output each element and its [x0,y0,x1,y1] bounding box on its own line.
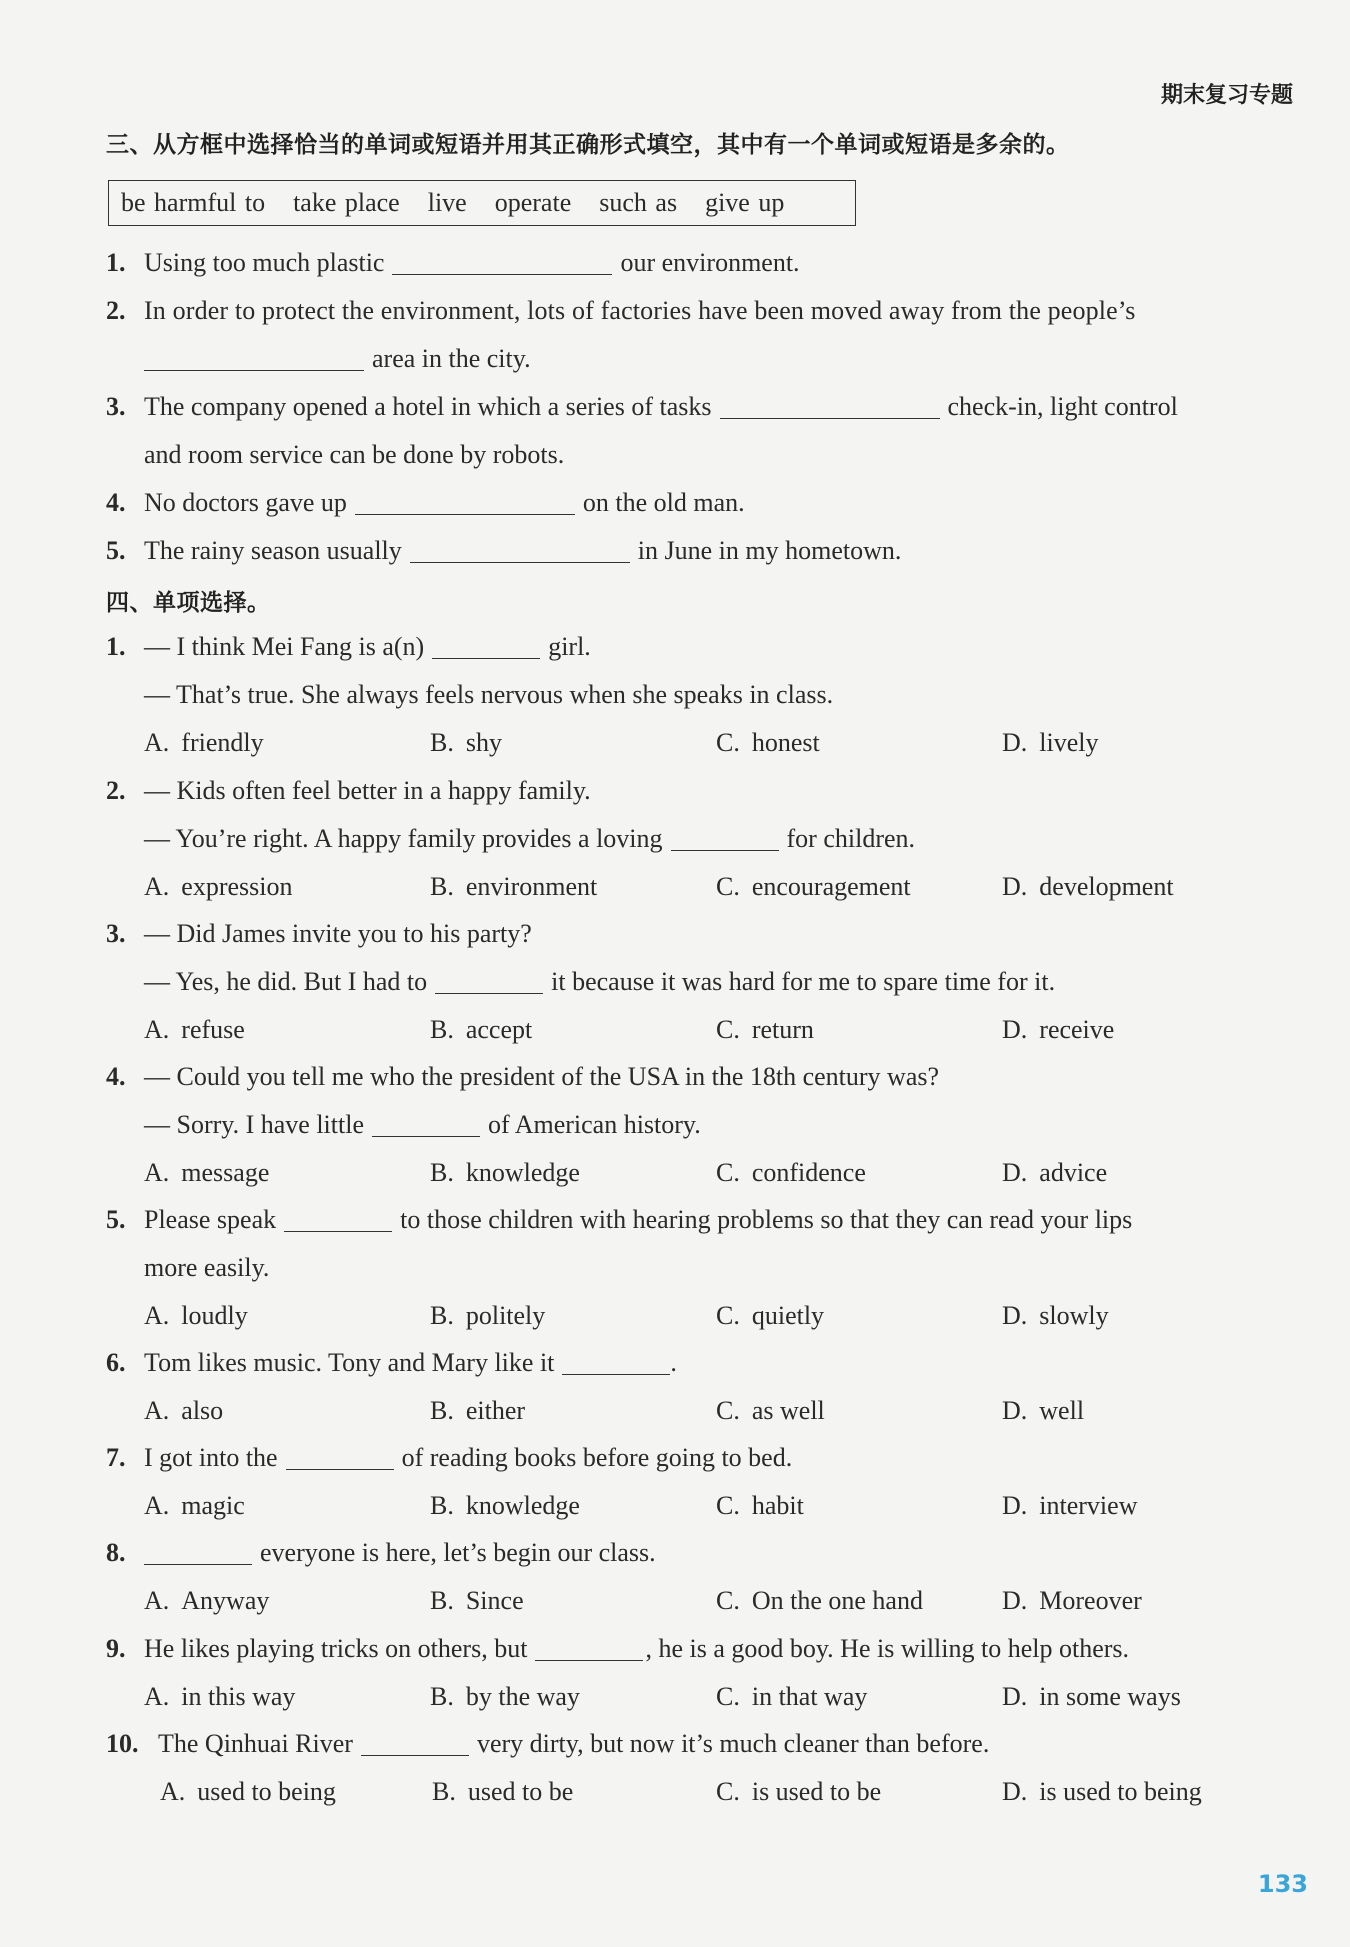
question-text: The Qinhuai River [158,1729,353,1758]
answer-blank[interactable] [355,488,575,515]
word-box-item: take place [293,188,400,217]
question-text: He likes playing tricks on others, but [144,1634,528,1663]
question-text: — I think Mei Fang is a(n) [144,632,425,661]
option-c[interactable]: C. quietly [716,1301,825,1330]
question-text: in June in my hometown. [637,536,902,565]
question-text: — That’s true. She always feels nervous when she speaks in class. [144,680,834,709]
answer-blank[interactable] [392,248,612,275]
s3-question-2 [106,294,1293,328]
question-text: Using too much plastic [144,248,385,277]
option-a[interactable]: A. also [144,1396,224,1425]
question-text: everyone is here, let’s begin our class. [260,1538,656,1567]
question-number: 6. [106,1348,126,1377]
answer-blank[interactable] [535,1634,643,1661]
question-text: it because it was hard for me to spare time for it. [551,967,1056,996]
option-a[interactable]: A. friendly [144,728,264,757]
answer-blank[interactable] [562,1348,670,1375]
option-b[interactable]: B. knowledge [430,1491,580,1520]
option-b[interactable]: B. Since [430,1586,524,1615]
option-a[interactable]: A. loudly [144,1301,248,1330]
question-number: 3. [106,392,126,421]
s4-question-1-cont [106,678,1293,712]
question-text: The rainy season usually [144,536,402,565]
answer-blank[interactable] [720,392,940,419]
question-text: — Did James invite you to his party? [144,919,532,948]
s4-question-9 [106,1632,1293,1666]
s4-question-2 [106,774,1293,808]
option-d[interactable]: D. is used to being [1002,1777,1202,1806]
question-text: The company opened a hotel in which a series of tasks [144,392,712,421]
question-text: — You’re right. A happy family provides a loving [144,824,663,853]
answer-blank[interactable] [361,1729,469,1756]
answer-blank[interactable] [671,824,779,851]
option-c[interactable]: C. encouragement [716,872,911,901]
option-d[interactable]: D. receive [1002,1015,1115,1044]
option-b[interactable]: B. knowledge [430,1158,580,1187]
s4-question-4-cont [106,1108,1293,1142]
question-text: Please speak [144,1205,277,1234]
option-a[interactable]: A. used to being [160,1777,336,1806]
s4-question-2-cont [106,822,1293,856]
question-number: 8. [106,1538,126,1567]
s4-question-8 [106,1536,1293,1570]
answer-blank[interactable] [286,1443,394,1470]
option-c[interactable]: C. confidence [716,1158,866,1187]
question-number: 5. [106,1205,126,1234]
word-box-item: operate [494,188,572,217]
word-box-item: live [427,188,467,217]
word-box-item: be harmful to [121,188,266,217]
option-a[interactable]: A. Anyway [144,1586,270,1615]
section3-title: 三、从方框中选择恰当的单词或短语并用其正确形式填空，其中有一个单词或短语是多余的。 [106,132,1070,158]
s3-question-3 [106,390,1293,424]
answer-blank[interactable] [432,632,540,659]
answer-blank[interactable] [372,1110,480,1137]
option-c[interactable]: C. is used to be [716,1777,882,1806]
question-text: — Yes, he did. But I had to [144,967,428,996]
question-text: more easily. [144,1253,270,1282]
option-b[interactable]: B. by the way [430,1682,580,1711]
option-d[interactable]: D. Moreover [1002,1586,1142,1615]
question-text: — Sorry. I have little [144,1110,364,1139]
s3-question-5 [106,534,1293,568]
question-text: — Kids often feel better in a happy family. [144,776,591,805]
question-text: , he is a good boy. He is willing to help others. [645,1634,1130,1663]
question-number: 4. [106,488,126,517]
option-d[interactable]: D. slowly [1002,1301,1109,1330]
section4-title: 四、单项选择。 [106,590,271,616]
option-d[interactable]: D. interview [1002,1491,1138,1520]
option-b[interactable]: B. shy [430,728,502,757]
option-a[interactable]: A. in this way [144,1682,296,1711]
question-text: No doctors gave up [144,488,347,517]
question-text: for children. [786,824,916,853]
s4-question-7 [106,1441,1293,1475]
question-text: Tom likes music. Tony and Mary like it [144,1348,555,1377]
s4-question-6 [106,1346,1293,1380]
option-d[interactable]: D. advice [1002,1158,1108,1187]
answer-blank[interactable] [144,344,364,371]
question-number: 10. [106,1729,139,1758]
option-d[interactable]: D. lively [1002,728,1099,757]
question-text: very dirty, but now it’s much cleaner than before. [476,1729,990,1758]
s4-question-1 [106,630,1293,664]
option-b[interactable]: B. politely [430,1301,546,1330]
question-text: In order to protect the environment, lots of factories have been moved away from the people’s [144,296,1136,325]
option-b[interactable]: B. environment [430,872,598,901]
word-box-item: such as [599,188,678,217]
answer-blank[interactable] [435,967,543,994]
question-text: on the old man. [582,488,745,517]
question-text: girl. [548,632,591,661]
question-text: I got into the [144,1443,278,1472]
option-b[interactable]: B. accept [430,1015,533,1044]
s4-question-4 [106,1060,1293,1094]
option-c[interactable]: C. On the one hand [716,1586,923,1615]
s4-question-5 [106,1203,1293,1237]
option-a[interactable]: A. magic [144,1491,245,1520]
question-text: and room service can be done by robots. [144,440,565,469]
s3-question-3-cont [106,438,1293,472]
question-text: area in the city. [372,344,531,373]
question-text: of American history. [487,1110,701,1139]
question-text: . [670,1348,677,1377]
option-b[interactable]: B. used to be [432,1777,574,1806]
s4-question-3 [106,917,1293,951]
header-tag: 期末复习专题 [1160,83,1293,108]
question-number: 2. [106,296,126,325]
question-number: 9. [106,1634,126,1663]
option-a[interactable]: A. refuse [144,1015,245,1044]
question-number: 1. [106,248,126,277]
option-c[interactable]: C. as well [716,1396,825,1425]
option-a[interactable]: A. message [144,1158,270,1187]
word-box-item: give up [705,188,785,217]
page-number: 133 [1257,1870,1308,1898]
answer-blank[interactable] [144,1538,252,1565]
question-number: 2. [106,776,126,805]
option-c[interactable]: C. return [716,1015,814,1044]
s4-question-10 [106,1727,1293,1761]
option-a[interactable]: A. expression [144,872,293,901]
option-c[interactable]: C. in that way [716,1682,868,1711]
option-c[interactable]: C. habit [716,1491,804,1520]
s4-question-5-cont [106,1251,1293,1285]
option-b[interactable]: B. either [430,1396,526,1425]
question-number: 4. [106,1062,126,1091]
s3-question-4 [106,486,1293,520]
question-number: 1. [106,632,126,661]
question-number: 7. [106,1443,126,1472]
s4-question-3-cont [106,965,1293,999]
option-d[interactable]: D. development [1002,872,1174,901]
question-text: our environment. [620,248,800,277]
word-box [108,180,856,226]
question-text: to those children with hearing problems so that they can read your lips [400,1205,1133,1234]
option-d[interactable]: D. well [1002,1396,1085,1425]
question-text: of reading books before going to bed. [401,1443,793,1472]
option-c[interactable]: C. honest [716,728,820,757]
s3-question-1 [106,246,1293,280]
option-d[interactable]: D. in some ways [1002,1682,1181,1711]
question-number: 3. [106,919,126,948]
question-text: — Could you tell me who the president of the USA in the 18th century was? [144,1062,940,1091]
question-number: 5. [106,536,126,565]
answer-blank[interactable] [284,1205,392,1232]
s3-question-2-cont [106,342,1293,376]
question-text: check-in, light control [947,392,1178,421]
answer-blank[interactable] [410,536,630,563]
